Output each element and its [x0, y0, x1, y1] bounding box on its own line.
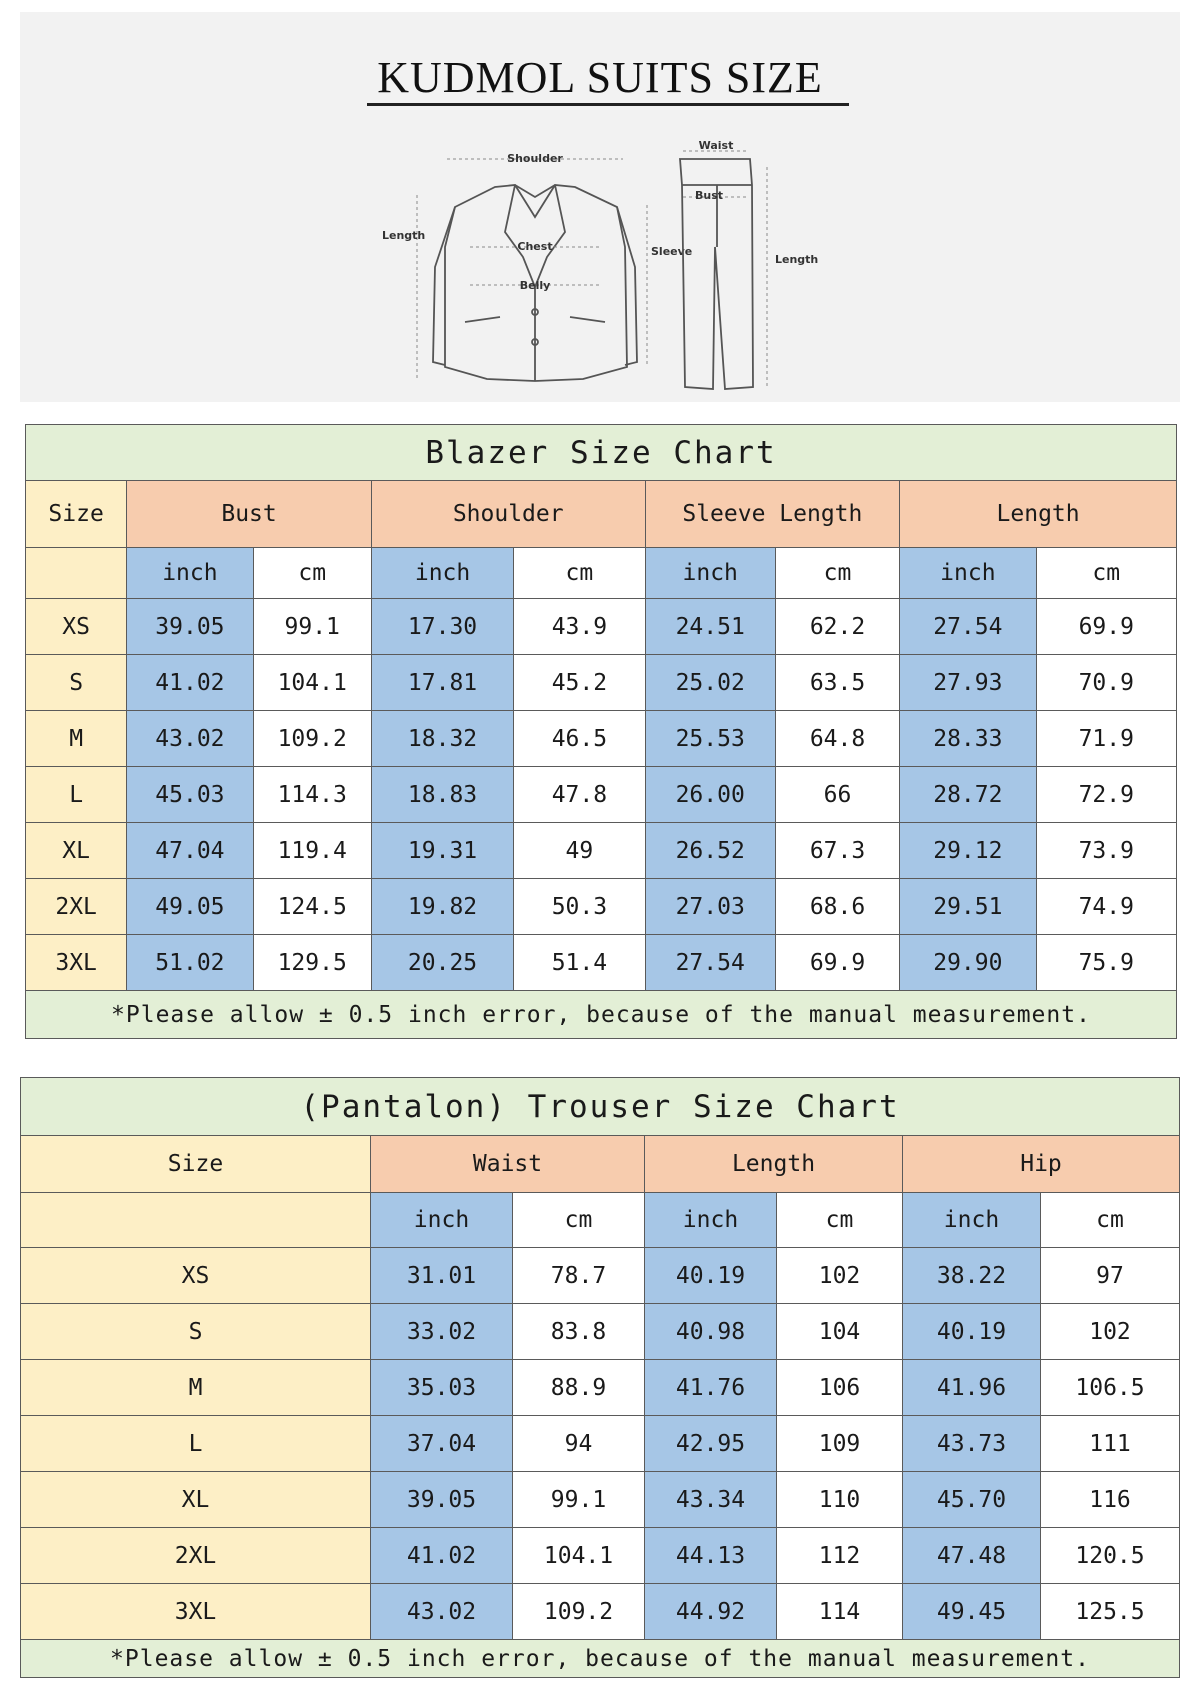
blazer-length-header: Length — [900, 481, 1177, 548]
measurement-cell: 45.2 — [514, 655, 645, 711]
unit-header: cm — [775, 548, 899, 599]
table-row — [21, 1360, 1180, 1416]
measurement-cell: 104 — [777, 1304, 903, 1360]
waist-header: Waist — [371, 1136, 645, 1193]
title-underline — [367, 103, 849, 106]
table-row — [26, 879, 1177, 935]
measurement-cell: 51.02 — [127, 935, 253, 991]
measurement-cell: 33.02 — [371, 1304, 513, 1360]
measurement-cell: 17.81 — [371, 655, 513, 711]
measurement-cell: 44.13 — [645, 1528, 777, 1584]
measurement-cell: 102 — [777, 1248, 903, 1304]
trouser-unit-row — [21, 1193, 1180, 1248]
measurement-cell: 45.70 — [903, 1472, 1041, 1528]
measurement-cell: 109.2 — [513, 1584, 645, 1640]
measurement-cell: 43.02 — [127, 711, 253, 767]
measurement-cell: 42.95 — [645, 1416, 777, 1472]
table-row — [21, 1416, 1180, 1472]
measurement-cell: 109.2 — [253, 711, 371, 767]
unit-header: cm — [514, 548, 645, 599]
measurement-cell: 102 — [1041, 1304, 1180, 1360]
measurement-cell: 38.22 — [903, 1248, 1041, 1304]
measurement-cell: 41.02 — [371, 1528, 513, 1584]
measurement-cell: 64.8 — [775, 711, 899, 767]
table-row — [26, 599, 1177, 655]
measurement-cell: 88.9 — [513, 1360, 645, 1416]
size-label-cell: XL — [26, 823, 127, 879]
measurement-cell: 19.31 — [371, 823, 513, 879]
measurement-cell: 116 — [1041, 1472, 1180, 1528]
sleeve-label: Sleeve — [651, 245, 693, 258]
trouser-group-row — [21, 1136, 1180, 1193]
table-row — [26, 655, 1177, 711]
measurement-cell: 125.5 — [1041, 1584, 1180, 1640]
measurement-cell: 129.5 — [253, 935, 371, 991]
table-row — [21, 1248, 1180, 1304]
blazer-data-rows — [26, 599, 1177, 991]
measurement-cell: 29.51 — [900, 879, 1036, 935]
unit-header: inch — [371, 1193, 513, 1248]
measurement-cell: 119.4 — [253, 823, 371, 879]
size-label-cell: M — [21, 1360, 371, 1416]
blazer-note: *Please allow ± 0.5 inch error, because of the manual measurement. — [26, 991, 1177, 1039]
sleeve-length-header: Sleeve Length — [645, 481, 900, 548]
size-label-cell: S — [21, 1304, 371, 1360]
shoulder-header: Shoulder — [371, 481, 645, 548]
measurement-cell: 94 — [513, 1416, 645, 1472]
belly-label: Belly — [519, 279, 551, 292]
unit-header: inch — [127, 548, 253, 599]
measurement-cell: 72.9 — [1036, 767, 1176, 823]
size-label-cell: XS — [26, 599, 127, 655]
unit-spacer — [21, 1193, 371, 1248]
blazer-note-row — [26, 991, 1177, 1039]
table-row — [26, 711, 1177, 767]
measurement-cell: 66 — [775, 767, 899, 823]
size-label-cell: 3XL — [26, 935, 127, 991]
measurement-cell: 47.48 — [903, 1528, 1041, 1584]
header-panel — [20, 12, 1180, 402]
measurement-cell: 40.19 — [645, 1248, 777, 1304]
measurement-cell: 49 — [514, 823, 645, 879]
measurement-cell: 120.5 — [1041, 1528, 1180, 1584]
measurement-cell: 106 — [777, 1360, 903, 1416]
blazer-unit-row — [26, 548, 1177, 599]
measurement-cell: 50.3 — [514, 879, 645, 935]
measurement-cell: 78.7 — [513, 1248, 645, 1304]
blazer-group-row — [26, 481, 1177, 548]
measurement-cell: 18.32 — [371, 711, 513, 767]
measurement-cell: 99.1 — [513, 1472, 645, 1528]
measurement-cell: 26.52 — [645, 823, 775, 879]
hip-header: Hip — [903, 1136, 1180, 1193]
measurement-cell: 28.72 — [900, 767, 1036, 823]
measurement-cell: 63.5 — [775, 655, 899, 711]
blazer-size-header: Size — [26, 481, 127, 548]
measurement-cell: 41.96 — [903, 1360, 1041, 1416]
table-row — [26, 767, 1177, 823]
table-row — [21, 1472, 1180, 1528]
measurement-cell: 49.05 — [127, 879, 253, 935]
measurement-cell: 29.12 — [900, 823, 1036, 879]
table-row — [21, 1584, 1180, 1640]
measurement-diagram — [382, 137, 875, 407]
measurement-cell: 99.1 — [253, 599, 371, 655]
measurement-cell: 43.34 — [645, 1472, 777, 1528]
measurement-cell: 43.73 — [903, 1416, 1041, 1472]
trouser-title-row — [21, 1078, 1180, 1136]
measurement-cell: 67.3 — [775, 823, 899, 879]
size-label-cell: M — [26, 711, 127, 767]
measurement-cell: 104.1 — [513, 1528, 645, 1584]
measurement-cell: 62.2 — [775, 599, 899, 655]
measurement-cell: 109 — [777, 1416, 903, 1472]
measurement-cell: 69.9 — [775, 935, 899, 991]
size-label-cell: XL — [21, 1472, 371, 1528]
trouser-size-chart — [20, 1077, 1180, 1678]
measurement-cell: 114 — [777, 1584, 903, 1640]
measurement-cell: 37.04 — [371, 1416, 513, 1472]
measurement-cell: 39.05 — [371, 1472, 513, 1528]
unit-header: inch — [900, 548, 1036, 599]
size-label-cell: S — [26, 655, 127, 711]
blazer-title-row — [26, 425, 1177, 481]
measurement-cell: 75.9 — [1036, 935, 1176, 991]
measurement-cell: 124.5 — [253, 879, 371, 935]
measurement-cell: 68.6 — [775, 879, 899, 935]
measurement-cell: 73.9 — [1036, 823, 1176, 879]
table-row — [21, 1528, 1180, 1584]
blazer-size-chart — [25, 424, 1177, 1039]
measurement-cell: 45.03 — [127, 767, 253, 823]
unit-header: inch — [903, 1193, 1041, 1248]
measurement-cell: 41.02 — [127, 655, 253, 711]
measurement-cell: 31.01 — [371, 1248, 513, 1304]
measurement-cell: 43.9 — [514, 599, 645, 655]
chest-label: Chest — [517, 240, 553, 253]
measurement-cell: 40.19 — [903, 1304, 1041, 1360]
trouser-chart-title: (Pantalon) Trouser Size Chart — [21, 1078, 1180, 1136]
measurement-cell: 19.82 — [371, 879, 513, 935]
measurement-cell: 27.03 — [645, 879, 775, 935]
unit-header: cm — [513, 1193, 645, 1248]
page-title: KUDMOL SUITS SIZE — [377, 53, 823, 102]
measurement-cell: 74.9 — [1036, 879, 1176, 935]
unit-header: inch — [645, 1193, 777, 1248]
trouser-note-row — [21, 1640, 1180, 1678]
measurement-cell: 49.45 — [903, 1584, 1041, 1640]
measurement-cell: 25.53 — [645, 711, 775, 767]
size-label-cell: 2XL — [21, 1528, 371, 1584]
measurement-cell: 29.90 — [900, 935, 1036, 991]
unit-header: cm — [777, 1193, 903, 1248]
measurement-cell: 44.92 — [645, 1584, 777, 1640]
table-row — [26, 823, 1177, 879]
measurement-cell: 35.03 — [371, 1360, 513, 1416]
blazer-chart-title: Blazer Size Chart — [26, 425, 1177, 481]
measurement-cell: 26.00 — [645, 767, 775, 823]
measurement-cell: 70.9 — [1036, 655, 1176, 711]
measurement-cell: 104.1 — [253, 655, 371, 711]
measurement-cell: 46.5 — [514, 711, 645, 767]
measurement-cell: 18.83 — [371, 767, 513, 823]
measurement-cell: 39.05 — [127, 599, 253, 655]
unit-header: inch — [645, 548, 775, 599]
jacket-length-label: Length — [382, 229, 426, 242]
measurement-cell: 41.76 — [645, 1360, 777, 1416]
measurement-cell: 28.33 — [900, 711, 1036, 767]
table-row — [21, 1304, 1180, 1360]
unit-spacer — [26, 548, 127, 599]
trouser-bust-label: Bust — [695, 189, 724, 202]
measurement-cell: 110 — [777, 1472, 903, 1528]
jacket-measure-lines — [417, 159, 647, 381]
table-row — [26, 935, 1177, 991]
measurement-cell: 47.8 — [514, 767, 645, 823]
trouser-length-label: Length — [775, 253, 819, 266]
trouser-measure-lines — [683, 151, 767, 387]
measurement-cell: 47.04 — [127, 823, 253, 879]
trouser-data-rows — [21, 1248, 1180, 1640]
unit-header: cm — [1041, 1193, 1180, 1248]
measurement-cell: 83.8 — [513, 1304, 645, 1360]
bust-header: Bust — [127, 481, 372, 548]
measurement-cell: 17.30 — [371, 599, 513, 655]
measurement-cell: 27.54 — [900, 599, 1036, 655]
waist-label: Waist — [698, 139, 734, 152]
measurement-cell: 40.98 — [645, 1304, 777, 1360]
size-label-cell: XS — [21, 1248, 371, 1304]
measurement-cell: 114.3 — [253, 767, 371, 823]
measurement-cell: 24.51 — [645, 599, 775, 655]
measurement-cell: 69.9 — [1036, 599, 1176, 655]
unit-header: cm — [253, 548, 371, 599]
measurement-cell: 27.93 — [900, 655, 1036, 711]
measurement-cell: 25.02 — [645, 655, 775, 711]
size-label-cell: L — [21, 1416, 371, 1472]
size-label-cell: 3XL — [21, 1584, 371, 1640]
size-label-cell: L — [26, 767, 127, 823]
measurement-cell: 111 — [1041, 1416, 1180, 1472]
shoulder-label: Shoulder — [507, 152, 563, 165]
measurement-cell: 97 — [1041, 1248, 1180, 1304]
measurement-cell: 112 — [777, 1528, 903, 1584]
measurement-cell: 27.54 — [645, 935, 775, 991]
size-label-cell: 2XL — [26, 879, 127, 935]
measurement-cell: 71.9 — [1036, 711, 1176, 767]
unit-header: inch — [371, 548, 513, 599]
measurement-cell: 106.5 — [1041, 1360, 1180, 1416]
trouser-note: *Please allow ± 0.5 inch error, because of the manual measurement. — [21, 1640, 1180, 1678]
unit-header: cm — [1036, 548, 1176, 599]
measurement-cell: 43.02 — [371, 1584, 513, 1640]
trouser-length-header: Length — [645, 1136, 903, 1193]
measurement-cell: 51.4 — [514, 935, 645, 991]
trouser-size-header: Size — [21, 1136, 371, 1193]
measurement-cell: 20.25 — [371, 935, 513, 991]
